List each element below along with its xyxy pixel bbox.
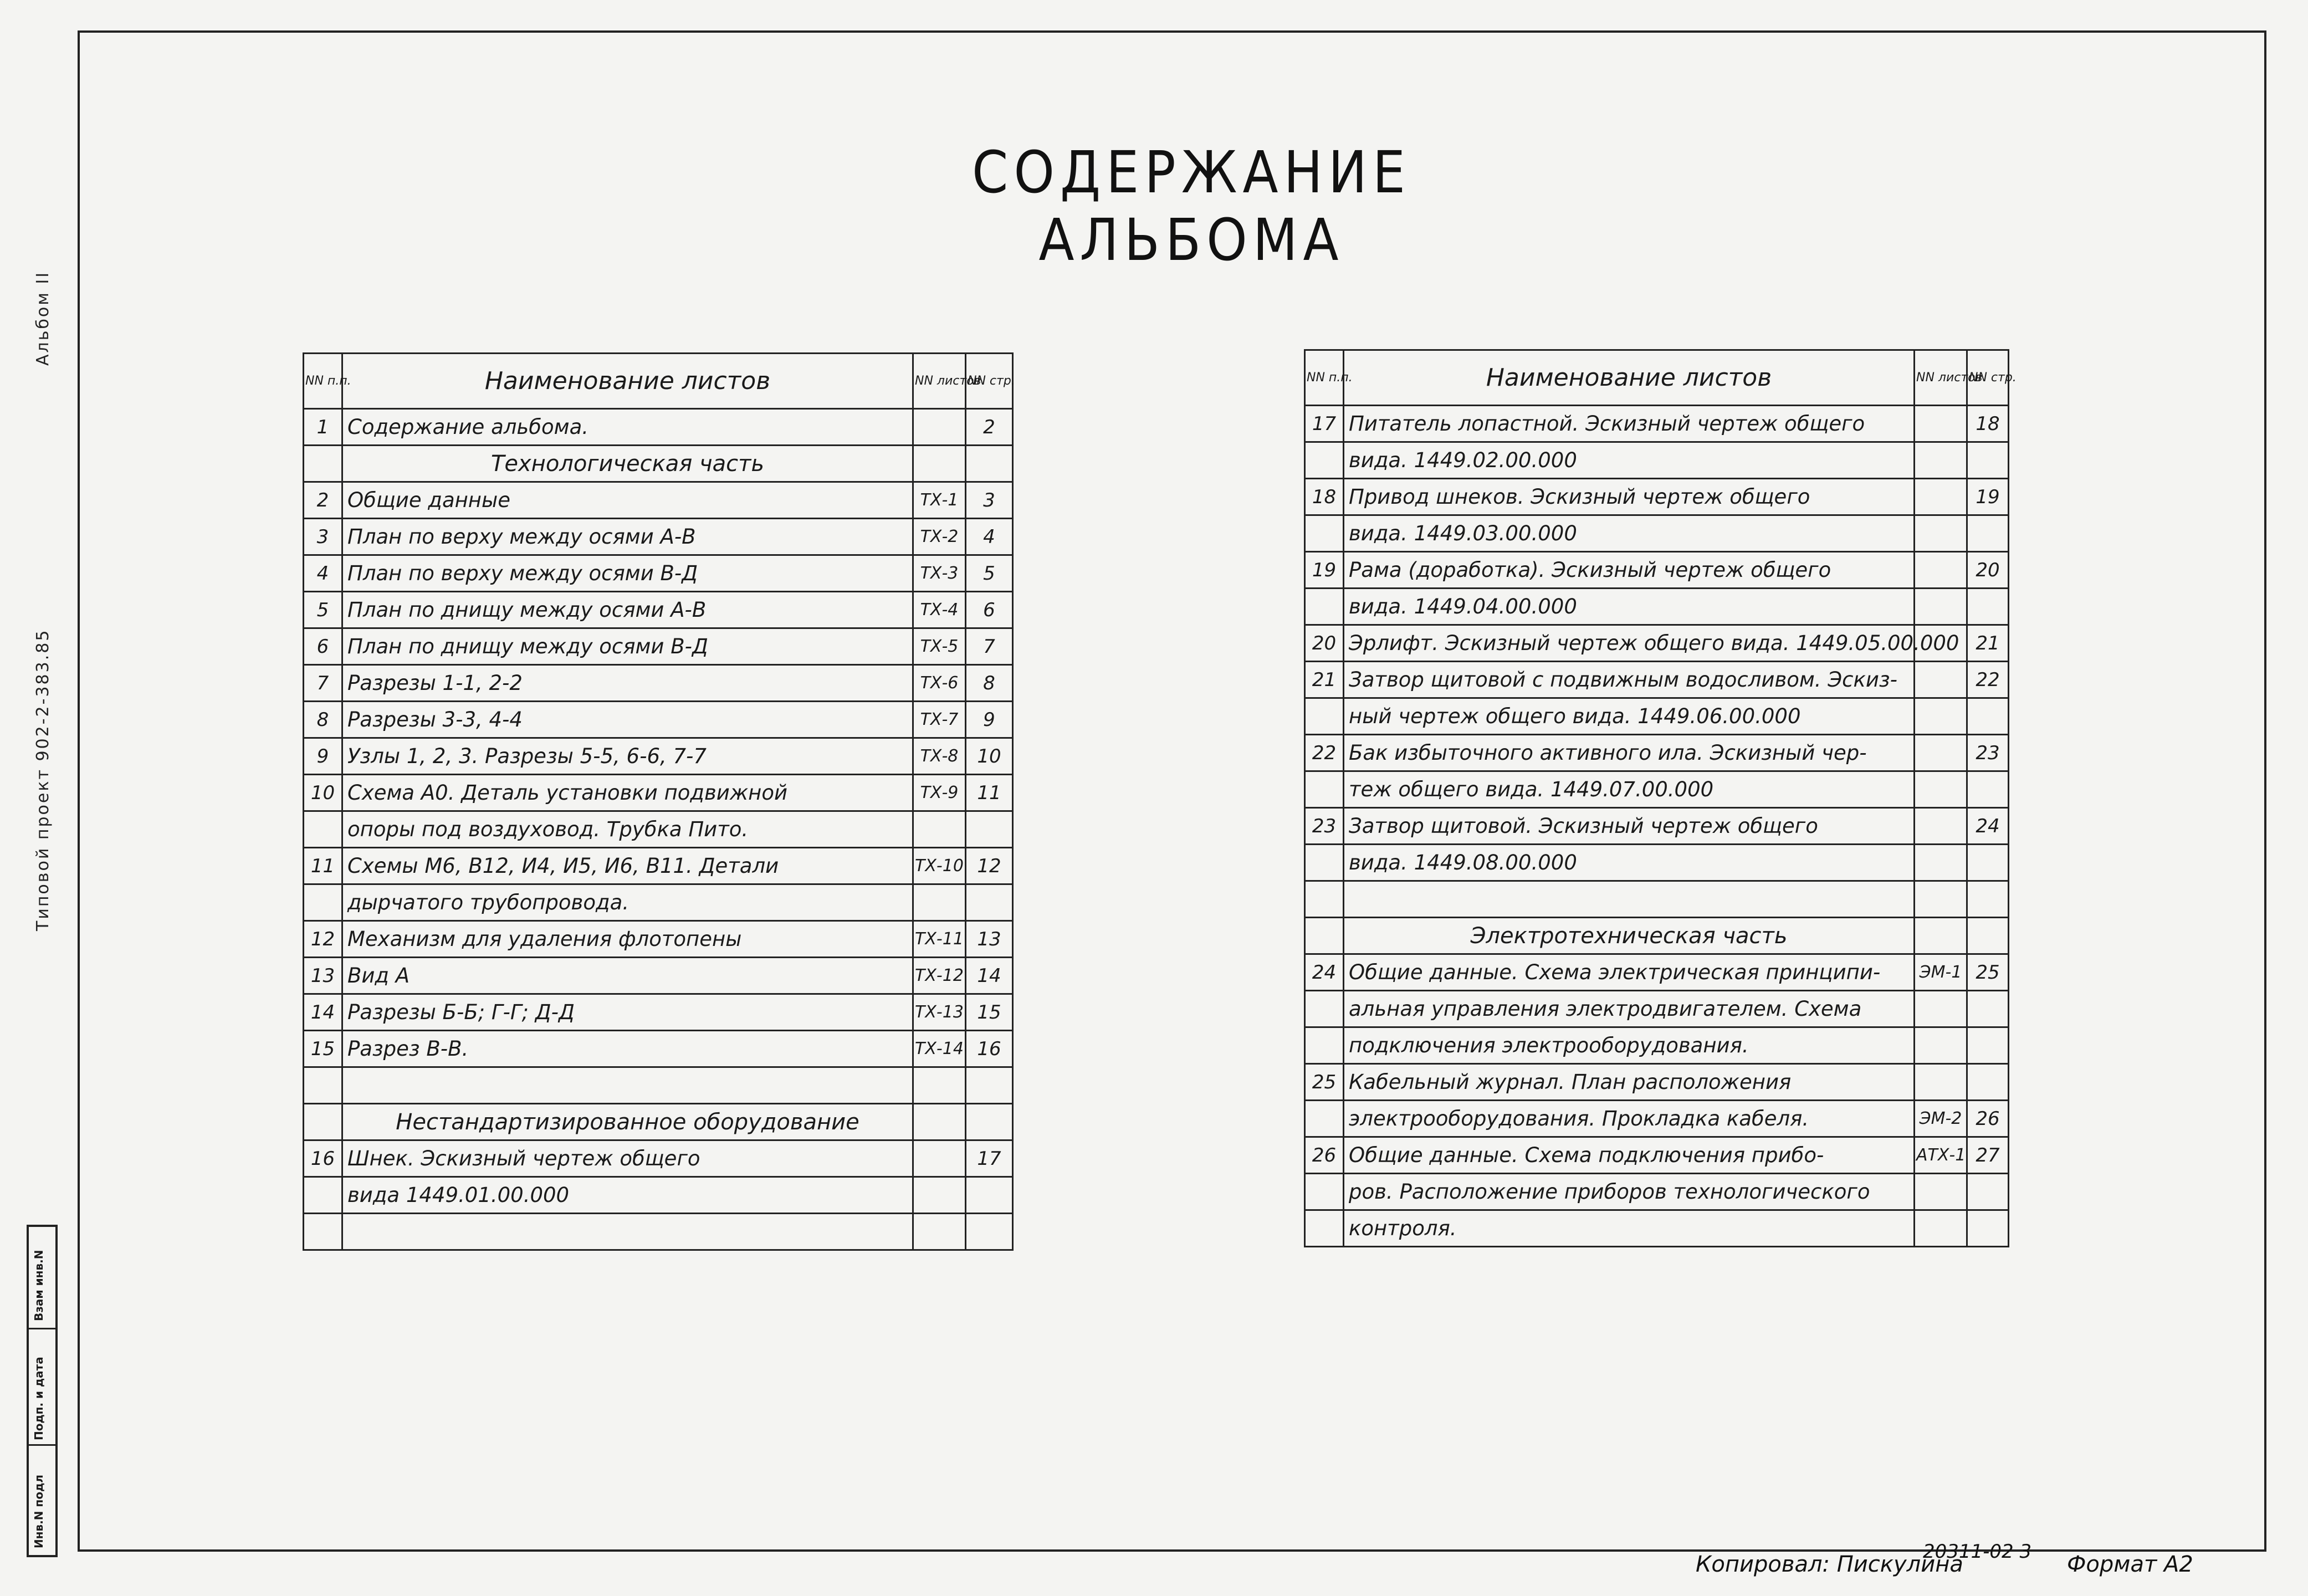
contents-table-left (303, 352, 1014, 1251)
page-number (966, 446, 1013, 482)
sheet-code (1915, 1174, 1967, 1210)
sheet-code: ТХ-4 (913, 592, 966, 628)
table-row (1305, 552, 2009, 589)
table-row (304, 994, 1013, 1031)
copied-by: Копировал: Пискулина (1696, 1552, 1963, 1577)
row-name: вида. 1449.08.00.000 (1344, 845, 1915, 881)
contents-table-right (1304, 349, 2017, 1247)
row-number (1305, 698, 1344, 735)
sheet-code: ТХ-10 (913, 848, 966, 884)
row-number (1305, 1174, 1344, 1210)
page-number (1967, 442, 2009, 479)
row-number (1305, 771, 1344, 808)
table-row (1305, 881, 2009, 918)
table-row (304, 1104, 1013, 1140)
table-row (304, 1140, 1013, 1177)
row-name: Разрез В-В. (342, 1031, 913, 1067)
row-number: 24 (1305, 954, 1344, 991)
row-name: Общие данные. Схема электрическая принципи- (1344, 954, 1915, 991)
row-number: 18 (1305, 479, 1344, 515)
sheet-code (913, 1140, 966, 1177)
page-number (1967, 1064, 2009, 1101)
sheet-code (1915, 479, 1967, 515)
page-number (966, 1067, 1013, 1104)
row-number (1305, 442, 1344, 479)
page-number (966, 811, 1013, 848)
row-number: 5 (304, 592, 342, 628)
row-number (304, 1214, 342, 1250)
row-name: Затвор щитовой. Эскизный чертеж общего (1344, 808, 1915, 845)
table-row (1305, 1101, 2009, 1137)
table-row (1305, 698, 2009, 735)
sheet-code (1915, 442, 1967, 479)
doc-number: 20311-02 3 (1923, 1541, 2032, 1563)
section-heading: Электротехническая часть (1344, 918, 1915, 954)
row-number: 14 (304, 994, 342, 1031)
table-row (1305, 515, 2009, 552)
row-name: Схемы М6, В12, И4, И5, И6, В11. Детали (342, 848, 913, 884)
table-row (1305, 589, 2009, 625)
table-row (304, 958, 1013, 994)
row-number: 25 (1305, 1064, 1344, 1101)
page-number: 19 (1967, 479, 2009, 515)
page-number (1967, 1210, 2009, 1247)
page-number (966, 1214, 1013, 1250)
section-heading: Технологическая часть (342, 446, 913, 482)
row-number: 26 (1305, 1137, 1344, 1174)
table-row (304, 811, 1013, 848)
row-name: Механизм для удаления флотопены (342, 921, 913, 958)
row-number: 21 (1305, 662, 1344, 698)
row-number: 12 (304, 921, 342, 958)
sheet-code (1915, 406, 1967, 442)
sheet-code: ТХ-3 (913, 555, 966, 592)
table-row (1305, 918, 2009, 954)
table-row (1305, 625, 2009, 662)
row-number (304, 1067, 342, 1104)
row-number: 19 (1305, 552, 1344, 589)
sheet-code: ТХ-12 (913, 958, 966, 994)
table-row (304, 1214, 1013, 1250)
header-page: NN стр. (966, 354, 1013, 409)
row-name: подключения электрооборудования. (1344, 1027, 1915, 1064)
sheet-code (1915, 662, 1967, 698)
row-name: Содержание альбома. (342, 409, 913, 446)
row-name: План по днищу между осями В-Д (342, 628, 913, 665)
sheet-code: ЭМ-2 (1915, 1101, 1967, 1137)
page-number (1967, 515, 2009, 552)
row-number: 7 (304, 665, 342, 702)
row-number: 11 (304, 848, 342, 884)
sheet-code (913, 1104, 966, 1140)
sheet-code (1915, 918, 1967, 954)
row-number (1305, 845, 1344, 881)
table-row (1305, 1174, 2009, 1210)
row-name: контроля. (1344, 1210, 1915, 1247)
sheet-code (913, 1067, 966, 1104)
page-number: 27 (1967, 1137, 2009, 1174)
page-number (1967, 918, 2009, 954)
page-number: 20 (1967, 552, 2009, 589)
sheet-code: ТХ-7 (913, 702, 966, 738)
sheet-code (1915, 552, 1967, 589)
row-name: дырчатого трубопровода. (342, 884, 913, 921)
row-number: 9 (304, 738, 342, 775)
page-title: СОДЕРЖАНИЕ АЛЬБОМА (972, 139, 1411, 274)
table-row (304, 884, 1013, 921)
row-name: ров. Расположение приборов технологического (1344, 1174, 1915, 1210)
row-number: 23 (1305, 808, 1344, 845)
page-number: 15 (966, 994, 1013, 1031)
header-name: Наименование листов (1344, 350, 1915, 406)
row-name: Эрлифт. Эскизный чертеж общего вида. 1449.05.00.000 (1344, 625, 1915, 662)
sheet-code (913, 1177, 966, 1214)
sheet-code (913, 409, 966, 446)
table-header-row (304, 354, 1013, 409)
row-number: 8 (304, 702, 342, 738)
sheet-code (913, 884, 966, 921)
table-row (1305, 662, 2009, 698)
row-name: Схема А0. Деталь установки подвижной (342, 775, 913, 811)
row-number (1305, 589, 1344, 625)
page-number: 11 (966, 775, 1013, 811)
row-number: 13 (304, 958, 342, 994)
page-number (966, 884, 1013, 921)
page-number: 17 (966, 1140, 1013, 1177)
stamp-sign-label: Подп. и дата (32, 1357, 45, 1440)
page-number: 7 (966, 628, 1013, 665)
table-row (1305, 479, 2009, 515)
page-number (1967, 1027, 2009, 1064)
stamp-inv-label: Инв.N подл (32, 1475, 45, 1548)
page-number: 16 (966, 1031, 1013, 1067)
row-number: 4 (304, 555, 342, 592)
row-name: Шнек. Эскизный чертеж общего (342, 1140, 913, 1177)
row-number: 10 (304, 775, 342, 811)
page-number (966, 1104, 1013, 1140)
header-name: Наименование листов (342, 354, 913, 409)
table-row (304, 628, 1013, 665)
row-name: План по верху между осями В-Д (342, 555, 913, 592)
page-number (1967, 991, 2009, 1027)
table-row (304, 738, 1013, 775)
page-number: 14 (966, 958, 1013, 994)
row-name: опоры под воздуховод. Трубка Пито. (342, 811, 913, 848)
sheet-code: ЭМ-1 (1915, 954, 1967, 991)
sheet-code: ТХ-8 (913, 738, 966, 775)
page-number: 18 (1967, 406, 2009, 442)
stamp-cell-replace (29, 1227, 55, 1329)
row-number (1305, 515, 1344, 552)
page-number: 10 (966, 738, 1013, 775)
table-row (304, 482, 1013, 519)
sheet-code (1915, 845, 1967, 881)
row-name: Бак избыточного активного ила. Эскизный чер- (1344, 735, 1915, 771)
row-number (304, 811, 342, 848)
sheet-code (913, 446, 966, 482)
row-number (1305, 991, 1344, 1027)
sheet-code: ТХ-1 (913, 482, 966, 519)
page-number (1967, 881, 2009, 918)
header-sheets: NN листов (1915, 350, 1967, 406)
sheet-code: ТХ-9 (913, 775, 966, 811)
row-name: Кабельный журнал. План расположения (1344, 1064, 1915, 1101)
row-number (1305, 1101, 1344, 1137)
sheet-code (1915, 589, 1967, 625)
page-number: 26 (1967, 1101, 2009, 1137)
table-row (304, 848, 1013, 884)
row-name: Рама (доработка). Эскизный чертеж общего (1344, 552, 1915, 589)
row-name: ный чертеж общего вида. 1449.06.00.000 (1344, 698, 1915, 735)
row-name: План по верху между осями А-В (342, 519, 913, 555)
sheet-code (1915, 881, 1967, 918)
sheet-code (1915, 698, 1967, 735)
table-row (1305, 1027, 2009, 1064)
header-sheets: NN листов (913, 354, 966, 409)
row-number (1305, 1027, 1344, 1064)
row-name: Разрезы 3-3, 4-4 (342, 702, 913, 738)
table-row (1305, 808, 2009, 845)
table-row (304, 775, 1013, 811)
table-row (1305, 735, 2009, 771)
page-number (1967, 698, 2009, 735)
sheet-code: ТХ-6 (913, 665, 966, 702)
page-number: 23 (1967, 735, 2009, 771)
sheet-code (1915, 771, 1967, 808)
table-row (304, 409, 1013, 446)
row-number: 22 (1305, 735, 1344, 771)
table-row (304, 555, 1013, 592)
stamp-replace-label: Взам инв.N (32, 1250, 45, 1321)
table-row (1305, 1064, 2009, 1101)
row-number: 3 (304, 519, 342, 555)
page-number: 25 (1967, 954, 2009, 991)
row-name: План по днищу между осями А-В (342, 592, 913, 628)
row-name: вида. 1449.04.00.000 (1344, 589, 1915, 625)
row-name: вида. 1449.03.00.000 (1344, 515, 1915, 552)
row-name (1344, 881, 1915, 918)
sheet-code: ТХ-13 (913, 994, 966, 1031)
row-number (304, 1104, 342, 1140)
row-name: вида. 1449.02.00.000 (1344, 442, 1915, 479)
row-number: 17 (1305, 406, 1344, 442)
row-number: 20 (1305, 625, 1344, 662)
page-number: 2 (966, 409, 1013, 446)
stamp-cell-sign (29, 1329, 55, 1446)
sheet-code (1915, 515, 1967, 552)
row-number: 1 (304, 409, 342, 446)
page-number (1967, 1174, 2009, 1210)
table-row (304, 1067, 1013, 1104)
header-nn: NN п.п. (304, 354, 342, 409)
table-row (1305, 991, 2009, 1027)
row-name: Привод шнеков. Эскизный чертеж общего (1344, 479, 1915, 515)
row-name: Питатель лопастной. Эскизный чертеж общего (1344, 406, 1915, 442)
row-number (304, 446, 342, 482)
sheet-code: АТХ-1 (1915, 1137, 1967, 1174)
row-name: Вид А (342, 958, 913, 994)
sheet-code: ТХ-5 (913, 628, 966, 665)
sheet-code (1915, 991, 1967, 1027)
page-number: 13 (966, 921, 1013, 958)
table-row (304, 665, 1013, 702)
table-row (304, 519, 1013, 555)
page-number: 8 (966, 665, 1013, 702)
row-number: 6 (304, 628, 342, 665)
header-nn: NN п.п. (1305, 350, 1344, 406)
album-label: Альбом II (33, 270, 53, 366)
table-row (1305, 1210, 2009, 1247)
page-number: 3 (966, 482, 1013, 519)
sheet-format: Формат А2 (2067, 1552, 2193, 1577)
sheet-code (913, 811, 966, 848)
row-name: Затвор щитовой с подвижным водосливом. Эскиз- (1344, 662, 1915, 698)
row-number (1305, 1210, 1344, 1247)
row-name: альная управления электродвигателем. Схема (1344, 991, 1915, 1027)
table-row (1305, 442, 2009, 479)
page-number: 4 (966, 519, 1013, 555)
table-row (304, 1031, 1013, 1067)
row-name: Разрезы Б-Б; Г-Г; Д-Д (342, 994, 913, 1031)
row-number (1305, 881, 1344, 918)
table-row (1305, 1137, 2009, 1174)
table-row (304, 921, 1013, 958)
table-row (1305, 845, 2009, 881)
row-name: теж общего вида. 1449.07.00.000 (1344, 771, 1915, 808)
row-name (342, 1214, 913, 1250)
stamp-cell-inv (29, 1446, 55, 1555)
page-number: 21 (1967, 625, 2009, 662)
row-name: вида 1449.01.00.000 (342, 1177, 913, 1214)
title-block-stamp (27, 1225, 58, 1557)
row-number: 15 (304, 1031, 342, 1067)
row-name (342, 1067, 913, 1104)
row-name: Общие данные. Схема подключения прибо- (1344, 1137, 1915, 1174)
page-number: 22 (1967, 662, 2009, 698)
table-row (1305, 771, 2009, 808)
row-number: 16 (304, 1140, 342, 1177)
project-label: Типовой проект 902-2-383.85 (33, 628, 53, 931)
row-number (1305, 918, 1344, 954)
table-row (1305, 954, 2009, 991)
page-number (1967, 845, 2009, 881)
sheet-code (1915, 1027, 1967, 1064)
page-number: 5 (966, 555, 1013, 592)
page-number (966, 1177, 1013, 1214)
page-number: 9 (966, 702, 1013, 738)
page-number (1967, 589, 2009, 625)
sheet-code (1915, 1064, 1967, 1101)
page-number: 24 (1967, 808, 2009, 845)
table-row (304, 1177, 1013, 1214)
page-number: 12 (966, 848, 1013, 884)
row-name: Узлы 1, 2, 3. Разрезы 5-5, 6-6, 7-7 (342, 738, 913, 775)
sheet-code: ТХ-2 (913, 519, 966, 555)
sheet-code (913, 1214, 966, 1250)
row-number (304, 884, 342, 921)
row-name: электрооборудования. Прокладка кабеля. (1344, 1101, 1915, 1137)
section-heading: Нестандартизированное оборудование (342, 1104, 913, 1140)
row-name: Разрезы 1-1, 2-2 (342, 665, 913, 702)
table-row (304, 446, 1013, 482)
page-number (1967, 771, 2009, 808)
sheet-code (1915, 808, 1967, 845)
table-row (304, 702, 1013, 738)
sheet-code (1915, 735, 1967, 771)
sheet-code: ТХ-14 (913, 1031, 966, 1067)
sheet-code (1915, 1210, 1967, 1247)
table-header-row (1305, 350, 2009, 406)
row-number (304, 1177, 342, 1214)
table-row (1305, 406, 2009, 442)
row-name: Общие данные (342, 482, 913, 519)
header-page: NN стр. (1967, 350, 2009, 406)
row-number: 2 (304, 482, 342, 519)
sheet-code: ТХ-11 (913, 921, 966, 958)
table-row (304, 592, 1013, 628)
page-number: 6 (966, 592, 1013, 628)
